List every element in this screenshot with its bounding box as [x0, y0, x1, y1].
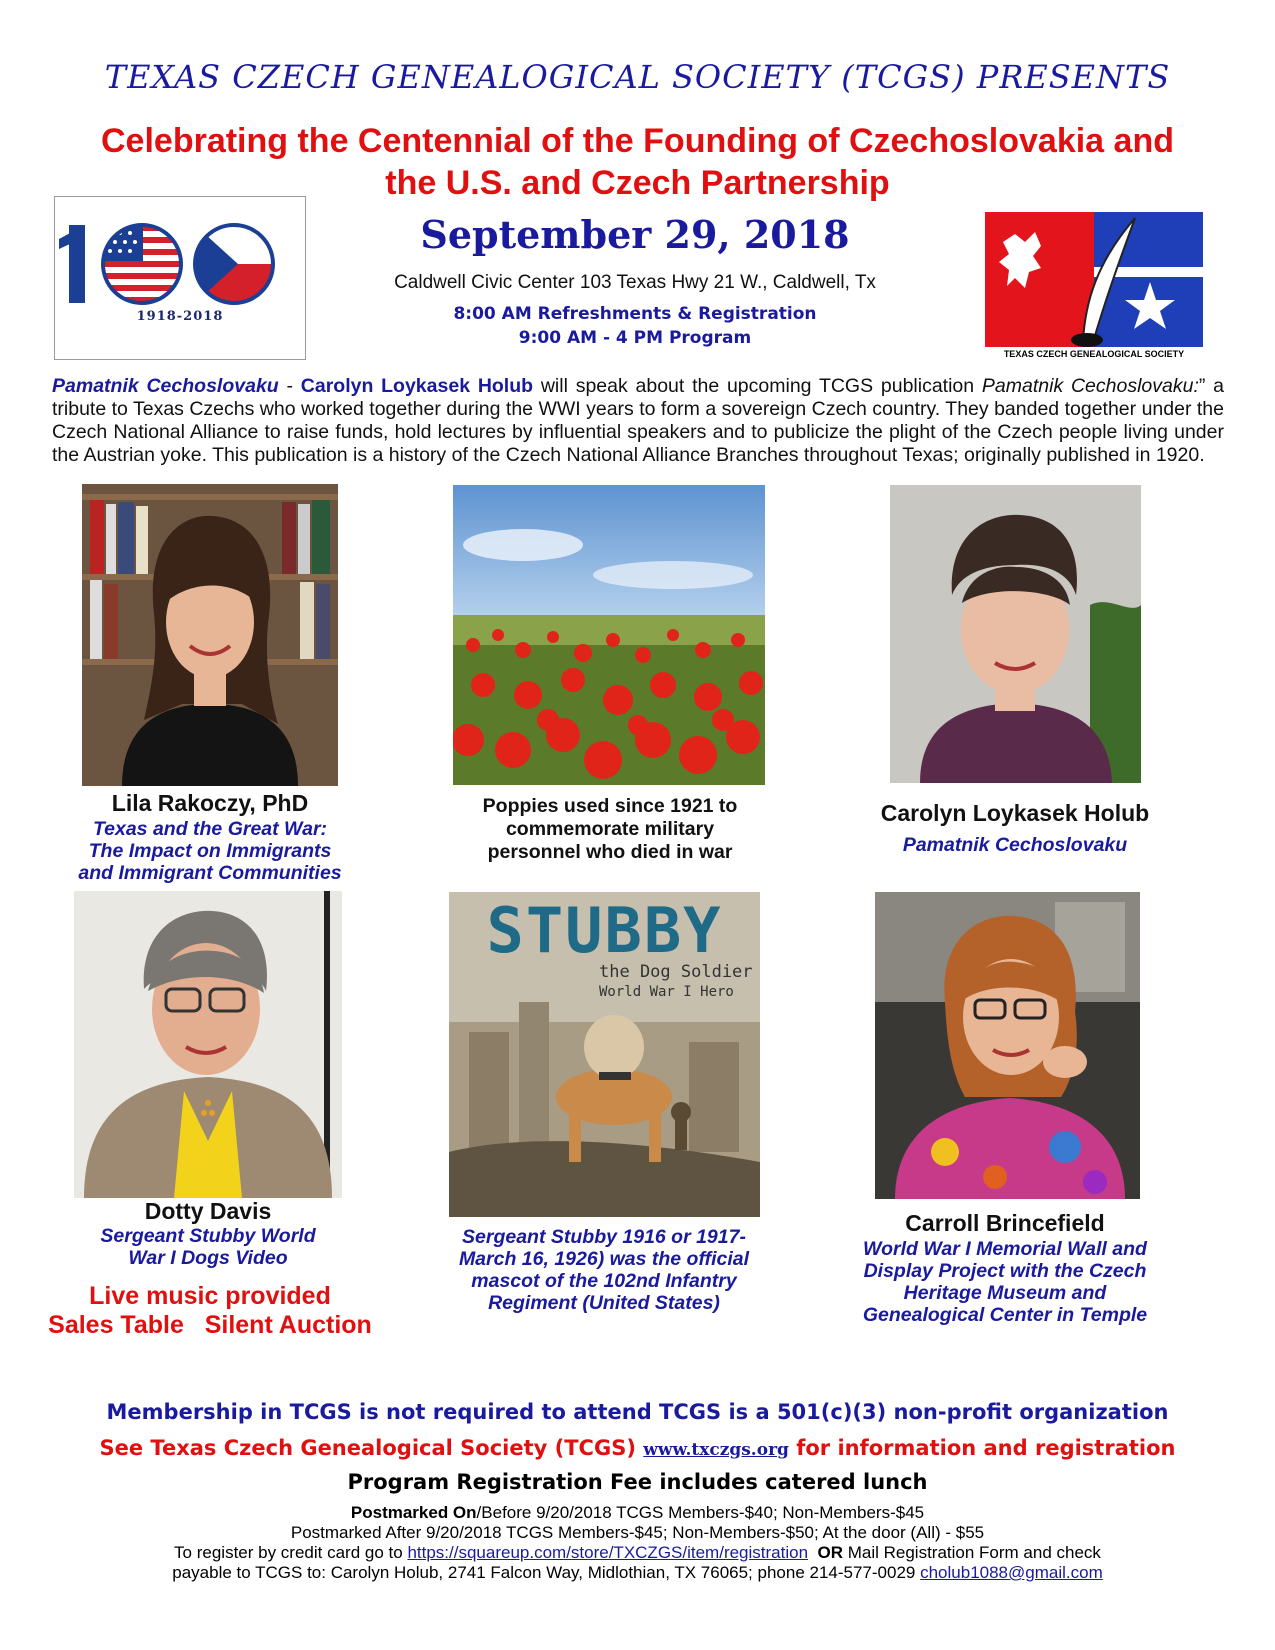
carroll-photo [875, 892, 1140, 1199]
carolyn-topic: Pamatnik Cechoslovaku [902, 834, 1128, 856]
dotty-name: Dotty Davis [144, 1198, 272, 1224]
stubby-book-title: STUBBY [486, 894, 723, 967]
live-music-text: Live music provided [89, 1282, 331, 1310]
lila-name: Lila Rakoczy, PhD [111, 790, 309, 816]
info-line-text: See Texas Czech Genealogical Society (TCGS) [99, 1436, 644, 1460]
carolyn-photo [890, 485, 1141, 783]
price-line-2: Postmarked After 9/20/2018 TCGS Members-$45; Non-Members-$50; At the door (All) - $55 [290, 1523, 985, 1542]
poppies-caption [440, 795, 780, 864]
sales-table-text: Sales Table [48, 1311, 184, 1339]
poppies-photo [453, 485, 765, 785]
time-program: 9:00 AM - 4 PM Program [518, 328, 752, 348]
website-link[interactable]: www.txczgs.org [643, 1440, 789, 1460]
intro-text-1: will speak about the upcoming TCGS publication [533, 375, 982, 397]
carroll-name: Carroll Brincefield [905, 1210, 1105, 1236]
dotty-photo [74, 891, 342, 1198]
intro-text-2: ” a tribute to Texas Czechs who worked together during the WWI years to form a sovereign Czech country. They banded together under the Czech National Alliance to raise funds, hold lectures by influential speakers and to publicize the plight of the Czech people living under the Austrian yoke. This publication is a history of the Czech National Alliance Branches throughout Texas; originally published in 1920. [52, 375, 1224, 466]
centennial-years: 1918-2018 [136, 309, 224, 324]
dotty-topic-line-2: War I Dogs Video [128, 1247, 288, 1269]
stubby-book-subtitle: the Dog Soldier [599, 962, 753, 982]
mail-text: Mail Registration Form and check [843, 1543, 1101, 1562]
stubby-book-cover [449, 892, 760, 1217]
headline-line-2: the U.S. and Czech Partnership [385, 164, 890, 202]
lila-topic-line-2: The Impact on Immigrants [88, 840, 332, 862]
carroll-topic-line-4: Genealogical Center in Temple [862, 1304, 1148, 1326]
membership-note: Membership in TCGS is not required to attend TCGS is a 501(c)(3) non-profit organization [106, 1400, 1169, 1424]
stubby-caption-line-2: March 16, 1926) was the official [458, 1248, 750, 1270]
intro-sep: - [278, 375, 301, 397]
lila-topic [40, 818, 380, 884]
stubby-caption-line-1: Sergeant Stubby 1916 or 1917- [462, 1226, 746, 1248]
tcgs-flag-quill-graphic [985, 212, 1203, 347]
event-times [330, 302, 940, 350]
carroll-topic [830, 1238, 1180, 1326]
time-refreshments: 8:00 AM Refreshments & Registration [453, 304, 817, 324]
carroll-topic-line-2: Display Project with the Czech [863, 1260, 1147, 1282]
stubby-book-tagline: World War I Hero [599, 984, 734, 1000]
intro-lead: Pamatnik Cechoslovaku [52, 375, 279, 397]
stubby-caption [428, 1226, 780, 1314]
carroll-topic-line-3: Heritage Museum and [903, 1282, 1107, 1304]
pricing-and-registration [30, 1503, 1245, 1583]
event-headline [40, 120, 1235, 204]
poppies-caption-line-3: personnel who died in war [487, 841, 733, 863]
lila-photo [82, 484, 338, 786]
lila-topic-line-3: and Immigrant Communities [78, 862, 342, 884]
silent-auction-text: Silent Auction [204, 1311, 372, 1339]
fee-heading: Program Registration Fee includes catered lunch [347, 1470, 928, 1494]
event-date: September 29, 2018 [420, 212, 850, 257]
centennial-100-graphic [55, 197, 305, 359]
or-label: OR [817, 1543, 843, 1562]
stubby-caption-line-4: Regiment (United States) [488, 1292, 720, 1314]
price-line-1: /Before 9/20/2018 TCGS Members-$40; Non-Members-$45 [476, 1503, 925, 1522]
intro-paragraph [52, 375, 1224, 467]
intro-publication: Pamatnik Cechoslovaku: [981, 375, 1199, 397]
intro-speaker: Carolyn Loykasek Holub [300, 375, 534, 397]
headline-line-1: Celebrating the Centennial of the Founding of Czechoslovakia and [101, 122, 1174, 160]
tcgs-logo [985, 212, 1203, 362]
event-venue: Caldwell Civic Center 103 Texas Hwy 21 W., Caldwell, Tx [394, 272, 876, 293]
dotty-topic [52, 1225, 364, 1269]
tcgs-logo-name: TEXAS CZECH GENEALOGICAL SOCIETY [1003, 349, 1185, 359]
registration-link[interactable]: https://squareup.com/store/TXCZGS/item/registration [407, 1543, 809, 1562]
info-line-tail: for information and registration [788, 1436, 1176, 1460]
lila-topic-line-1: Texas and the Great War: [92, 818, 328, 840]
payable-text: payable to TCGS to: Carolyn Holub, 2741 Falcon Way, Midlothian, TX 76065; phone 214-577-0029 [172, 1563, 921, 1582]
price-bold-label: Postmarked On [350, 1503, 477, 1522]
stubby-caption-line-3: mascot of the 102nd Infantry [471, 1270, 737, 1292]
poppies-caption-line-2: commemorate military [505, 818, 715, 840]
carroll-topic-line-1: World War I Memorial Wall and [863, 1238, 1147, 1260]
email-link[interactable]: cholub1088@gmail.com [920, 1563, 1103, 1582]
centennial-logo [54, 196, 306, 360]
poppies-caption-line-1: Poppies used since 1921 to [482, 795, 738, 817]
register-text: To register by credit card go to [174, 1543, 408, 1562]
event-extras [30, 1282, 390, 1340]
carolyn-name: Carolyn Loykasek Holub [880, 800, 1150, 826]
info-line [0, 1436, 1275, 1460]
presenter-heading: TEXAS CZECH GENEALOGICAL SOCIETY (TCGS) PRESENTS [104, 58, 1171, 96]
dotty-topic-line-1: Sergeant Stubby World [100, 1225, 316, 1247]
